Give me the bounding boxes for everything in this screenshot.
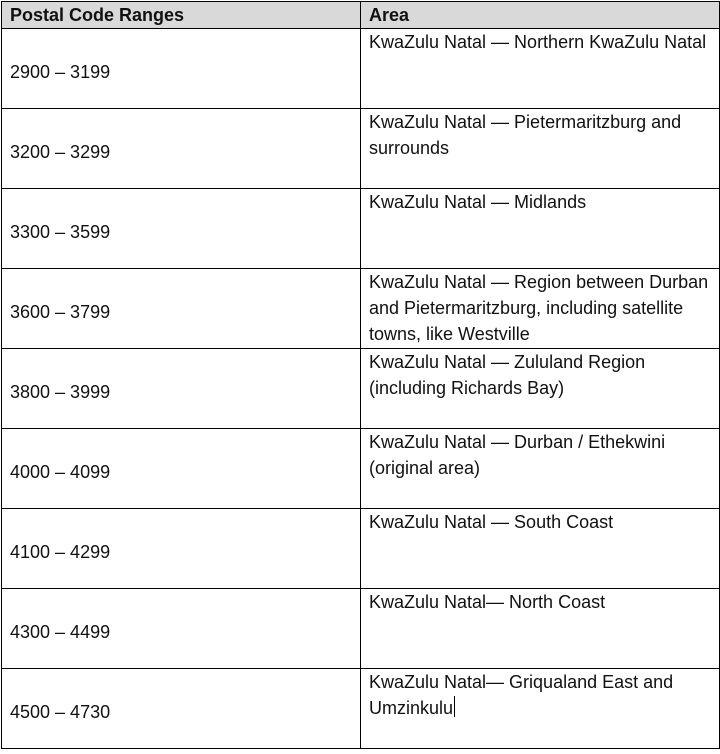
postal-range-cell: 3800 – 3999: [2, 349, 361, 429]
area-cell[interactable]: KwaZulu Natal — Durban / Ethekwini (original area): [361, 429, 720, 509]
table-row: [2, 269, 720, 349]
postal-code-table: [1, 1, 720, 749]
postal-range-cell: 4100 – 4299: [2, 509, 361, 589]
table-header-row: [2, 2, 720, 29]
postal-range-cell: 4300 – 4499: [2, 589, 361, 669]
table-row: [2, 349, 720, 429]
table-row: [2, 29, 720, 109]
area-cell[interactable]: KwaZulu Natal — Northern KwaZulu Natal: [361, 29, 720, 109]
area-cell[interactable]: KwaZulu Natal — Region between Durban and Pietermaritzburg, including satellite towns, like Westville: [361, 269, 720, 349]
table-row: [2, 669, 720, 749]
area-cell[interactable]: KwaZulu Natal — South Coast: [361, 509, 720, 589]
area-cell[interactable]: KwaZulu Natal— North Coast: [361, 589, 720, 669]
postal-range-cell: 3200 – 3299: [2, 109, 361, 189]
header-area: Area: [361, 2, 720, 29]
table-row: [2, 429, 720, 509]
area-cell[interactable]: KwaZulu Natal — Pietermaritzburg and surrounds: [361, 109, 720, 189]
postal-range-cell: 4000 – 4099: [2, 429, 361, 509]
postal-range-cell: 3300 – 3599: [2, 189, 361, 269]
table-row: [2, 509, 720, 589]
postal-range-cell: 3600 – 3799: [2, 269, 361, 349]
table-row: [2, 189, 720, 269]
table-row: [2, 589, 720, 669]
area-cell[interactable]: KwaZulu Natal — Zululand Region (including Richards Bay): [361, 349, 720, 429]
postal-range-cell: 2900 – 3199: [2, 29, 361, 109]
header-postal-code-ranges: Postal Code Ranges: [2, 2, 361, 29]
area-cell[interactable]: KwaZulu Natal — Midlands: [361, 189, 720, 269]
area-cell[interactable]: [361, 669, 720, 749]
table-row: [2, 109, 720, 189]
text-cursor-caret: [454, 696, 455, 717]
area-cell-text: KwaZulu Natal— Griqualand East and Umzinkulu: [369, 672, 674, 718]
postal-range-cell: 4500 – 4730: [2, 669, 361, 749]
